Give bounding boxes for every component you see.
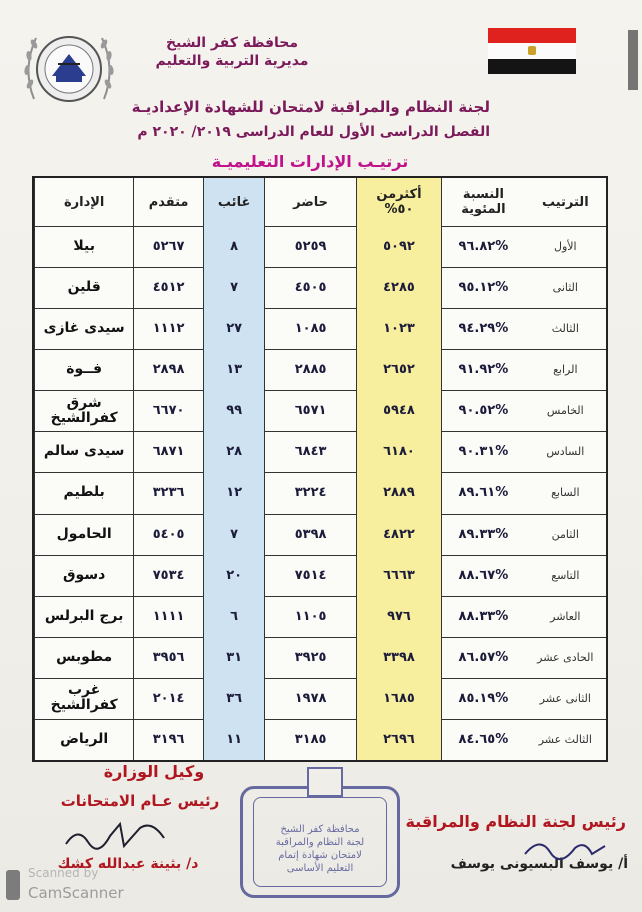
camscanner-label: CamScanner xyxy=(28,884,124,902)
cell-ghaib: ١١ xyxy=(203,719,265,760)
directorate-emblem-icon xyxy=(14,14,124,124)
cell-ghaib: ٩٩ xyxy=(203,390,265,431)
cell-ghaib: ٢٠ xyxy=(203,555,265,596)
scanned-by-label: Scanned by xyxy=(28,866,99,880)
cell-rank: الثالث xyxy=(551,322,579,336)
cell-rank: السابع xyxy=(551,486,580,500)
cell-akthar: ٢٦٩٦ xyxy=(356,719,441,760)
table-row xyxy=(34,308,606,350)
egypt-flag-icon xyxy=(488,28,576,74)
header-rank: الترتيب xyxy=(541,194,589,210)
cell-idara: بيلا xyxy=(34,226,133,267)
cell-ghaib: ٧ xyxy=(203,267,265,308)
cell-ghaib: ١٢ xyxy=(203,472,265,513)
cell-idara: قلين xyxy=(34,267,133,308)
header-akthar-line1: أكثرمن xyxy=(376,187,422,202)
cell-akthar: ٤٢٨٥ xyxy=(356,267,441,308)
cell-hadir: ٢٨٨٥ xyxy=(264,349,355,390)
camscanner-watermark xyxy=(6,866,166,906)
cell-hadir: ٣١٨٥ xyxy=(264,719,355,760)
cell-idara: بلطيم xyxy=(34,472,133,513)
cell-mutaqaddim: ١١١٢ xyxy=(133,308,203,349)
cell-mutaqaddim: ٣٢٣٦ xyxy=(133,472,203,513)
cell-mutaqaddim: ٧٥٣٤ xyxy=(133,555,203,596)
cell-ghaib: ٣٦ xyxy=(203,678,265,719)
table-row xyxy=(34,431,606,473)
table-row xyxy=(34,596,606,638)
cell-akthar: ٦٦٦٣ xyxy=(356,555,441,596)
cell-ghaib: ١٣ xyxy=(203,349,265,390)
cell-hadir: ٤٥٠٥ xyxy=(264,267,355,308)
cell-rank: السادس xyxy=(546,445,585,459)
table-row xyxy=(34,637,606,679)
cell-nisba: %٩٥.١٢ xyxy=(441,267,524,308)
cell-nisba: %٨٩.٣٣ xyxy=(441,514,524,555)
cell-ghaib: ٦ xyxy=(203,596,265,637)
cell-hadir: ٦٥٧١ xyxy=(264,390,355,431)
cell-nisba: %٨٨.٣٣ xyxy=(441,596,524,637)
camscanner-logo-icon xyxy=(6,870,20,900)
undersecretary-title: وكيل الوزارة xyxy=(103,762,205,781)
cell-akthar: ١٦٨٥ xyxy=(356,678,441,719)
cell-nisba: %٩٠.٣١ xyxy=(441,431,524,472)
ranking-table xyxy=(32,176,608,762)
governorate-heading xyxy=(152,34,312,70)
header-nisba xyxy=(441,178,524,226)
header-idara: الإدارة xyxy=(34,178,133,226)
cell-nisba: %٨٥.١٩ xyxy=(441,678,524,719)
stamp-line-1: محافظة كفر الشيخ xyxy=(280,824,360,835)
cell-nisba: %٨٨.٦٧ xyxy=(441,555,524,596)
cell-idara: برج البرلس xyxy=(34,596,133,637)
header-hadir: حاضر xyxy=(264,178,355,226)
cell-idara: الرياض xyxy=(34,719,133,760)
cell-akthar: ٦١٨٠ xyxy=(356,431,441,472)
table-row xyxy=(34,267,606,309)
page-edge-mark xyxy=(628,30,638,90)
cell-hadir: ١١٠٥ xyxy=(264,596,355,637)
cell-rank: الرابع xyxy=(553,363,578,377)
cell-akthar: ١٠٢٣ xyxy=(356,308,441,349)
cell-mutaqaddim: ١١١١ xyxy=(133,596,203,637)
governorate-name: محافظة كفر الشيخ xyxy=(165,35,299,51)
table-row xyxy=(34,349,606,391)
cell-hadir: ١٩٧٨ xyxy=(264,678,355,719)
cell-mutaqaddim: ٣٩٥٦ xyxy=(133,637,203,678)
cell-idara: فــوة xyxy=(34,349,133,390)
stamp-line-2: لجنة النظام والمراقبة xyxy=(275,837,365,848)
cell-nisba: %٩٠.٥٢ xyxy=(441,390,524,431)
committee-title: لجنة النظام والمراقبة لامتحان للشهادة الإعداديـة xyxy=(131,98,490,116)
cell-hadir: ٥٣٩٨ xyxy=(264,514,355,555)
header-nisba-line1: النسبة xyxy=(462,187,504,202)
cell-nisba: %٩٤.٢٩ xyxy=(441,308,524,349)
table-row xyxy=(34,555,606,597)
cell-rank: العاشر xyxy=(550,609,581,623)
cell-nisba: %٩٦.٨٢ xyxy=(441,226,524,267)
right-signature-icon xyxy=(520,834,610,864)
cell-mutaqaddim: ٦٦٧٠ xyxy=(133,390,203,431)
cell-nisba: %٨٦.٥٧ xyxy=(441,637,524,678)
cell-hadir: ٧٥١٤ xyxy=(264,555,355,596)
table-row xyxy=(34,472,606,514)
cell-rank: الثانى xyxy=(552,281,578,295)
cell-idara: غرب كفرالشيخ xyxy=(34,678,133,719)
directorate-name: مديرية التربية والتعليم xyxy=(155,53,309,69)
ranking-title: ترتيـب الإدارات التعليميـة xyxy=(211,152,409,171)
cell-rank: الثالث عشر xyxy=(538,732,592,746)
cell-ghaib: ٢٨ xyxy=(203,431,265,472)
cell-ghaib: ٨ xyxy=(203,226,265,267)
cell-hadir: ٣٢٢٤ xyxy=(264,472,355,513)
header-nisba-line2: المئوية xyxy=(461,202,506,217)
cell-mutaqaddim: ٦٨٧١ xyxy=(133,431,203,472)
official-stamp xyxy=(240,786,400,898)
exams-head-name: د/ بثينة عبدالله كشك xyxy=(57,856,199,872)
table-row xyxy=(34,390,606,432)
cell-idara: دسوق xyxy=(34,555,133,596)
cell-idara: سيدى غازى xyxy=(34,308,133,349)
header-akthar xyxy=(356,178,441,226)
cell-rank: الثامن xyxy=(551,527,579,541)
cell-mutaqaddim: ٢٨٩٨ xyxy=(133,349,203,390)
cell-rank: الخامس xyxy=(546,404,584,418)
cell-mutaqaddim: ٥٢٦٧ xyxy=(133,226,203,267)
cell-akthar: ٢٨٨٩ xyxy=(356,472,441,513)
table-row xyxy=(34,678,606,720)
cell-hadir: ٣٩٢٥ xyxy=(264,637,355,678)
cell-mutaqaddim: ٤٥١٢ xyxy=(133,267,203,308)
stamp-line-4: التعليم الأساسى xyxy=(286,863,354,874)
cell-nisba: %٩١.٩٢ xyxy=(441,349,524,390)
cell-ghaib: ٣١ xyxy=(203,637,265,678)
cell-rank: الأول xyxy=(553,240,577,254)
cell-hadir: ١٠٨٥ xyxy=(264,308,355,349)
table-header-row xyxy=(34,178,606,227)
stamp-emblem-icon xyxy=(307,767,343,797)
cell-idara: سيدى سالم xyxy=(34,431,133,472)
left-signature-icon xyxy=(60,816,170,856)
table-row xyxy=(34,719,606,760)
cell-hadir: ٦٨٤٣ xyxy=(264,431,355,472)
cell-ghaib: ٧ xyxy=(203,514,265,555)
cell-mutaqaddim: ٣١٩٦ xyxy=(133,719,203,760)
stamp-inner-frame xyxy=(253,797,387,887)
cell-akthar: ٥٩٤٨ xyxy=(356,390,441,431)
cell-idara: الحامول xyxy=(34,514,133,555)
table-row xyxy=(34,514,606,556)
cell-nisba: %٨٤.٦٥ xyxy=(441,719,524,760)
cell-mutaqaddim: ٥٤٠٥ xyxy=(133,514,203,555)
cell-mutaqaddim: ٢٠١٤ xyxy=(133,678,203,719)
header-akthar-line2: ٥٠% xyxy=(384,202,414,217)
committee-head-name: أ/ يوسف البسيونى يوسف xyxy=(450,856,628,872)
cell-akthar: ٤٨٢٢ xyxy=(356,514,441,555)
term-line: الفصل الدراسى الأول للعام الدراسى ٢٠١٩/ ٢٠٢٠ م xyxy=(137,124,490,140)
header-mutaqaddim: متقدم xyxy=(133,178,203,226)
header-ghaib: غائب xyxy=(203,178,265,226)
cell-idara: مطوبس xyxy=(34,637,133,678)
cell-hadir: ٥٢٥٩ xyxy=(264,226,355,267)
cell-akthar: ٩٧٦ xyxy=(356,596,441,637)
exams-head-title: رئيس عـام الامتحانات xyxy=(60,792,220,810)
cell-idara: شرق كفرالشيخ xyxy=(34,390,133,431)
cell-akthar: ٥٠٩٢ xyxy=(356,226,441,267)
committee-head-title: رئيس لجنة النظام والمراقبة xyxy=(405,812,626,831)
table-row xyxy=(34,226,606,268)
cell-ghaib: ٢٧ xyxy=(203,308,265,349)
cell-rank: الثانى عشر xyxy=(539,691,591,705)
cell-nisba: %٨٩.٦١ xyxy=(441,472,524,513)
cell-akthar: ٢٦٥٢ xyxy=(356,349,441,390)
cell-rank: الحادى عشر xyxy=(537,650,594,664)
cell-rank: التاسع xyxy=(551,568,580,582)
stamp-line-3: لامتحان شهادة إتمام xyxy=(278,850,362,861)
cell-akthar: ٣٣٩٨ xyxy=(356,637,441,678)
